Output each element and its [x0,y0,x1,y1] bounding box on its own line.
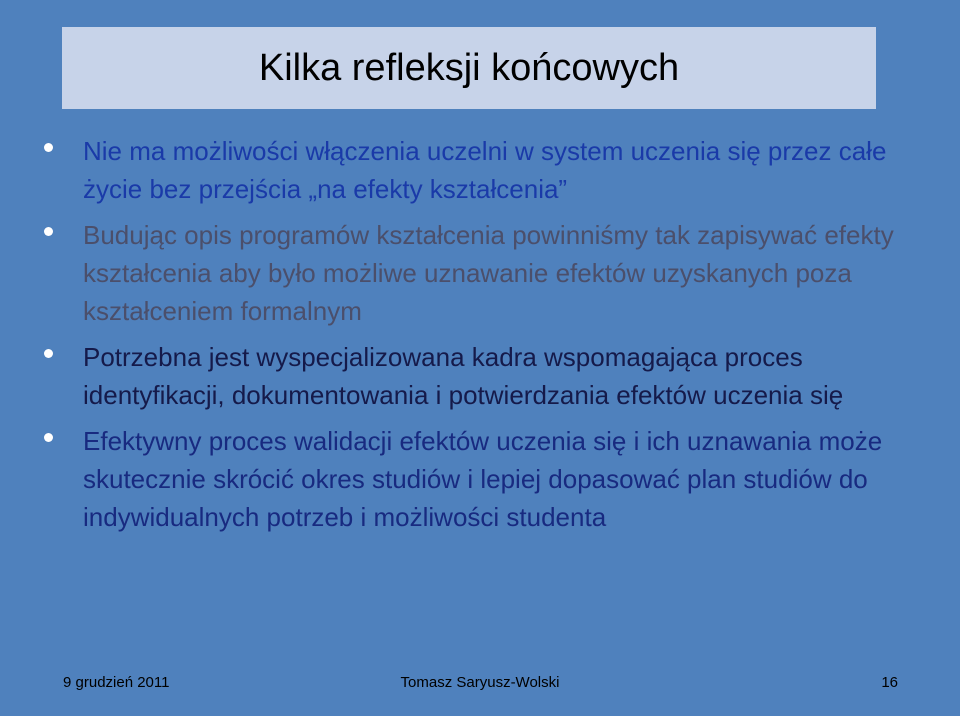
page-number: 16 [881,674,898,691]
footer-date: 9 grudzień 2011 [63,674,170,691]
bullet-item [40,338,920,414]
bullet-dot-icon [44,227,53,236]
bullet-dot-icon [44,349,53,358]
bullet-text: Nie ma możliwości włączenia uczelni w system uczenia się przez całe życie bez przejścia „na efekty kształcenia” [83,136,887,204]
bullet-text: Efektywny proces walidacji efektów uczenia się i ich uznawania może skutecznie skrócić okres studiów i lepiej dopasować plan studiów do indywidualnych potrzeb i możliwości studenta [83,426,883,532]
title-box [62,27,876,109]
bullet-text: Potrzebna jest wyspecjalizowana kadra wspomagająca proces identyfikacji, dokumentowania i potwierdzania efektów uczenia się [83,342,844,410]
slide-title: Kilka refleksji końcowych [258,46,680,89]
footer [0,670,960,696]
bullet-item [40,132,920,208]
bullet-list [40,132,920,544]
bullet-item [40,422,920,536]
bullet-dot-icon [44,143,53,152]
bullet-dot-icon [44,433,53,442]
bullet-text: Budując opis programów kształcenia powinniśmy tak zapisywać efekty kształcenia aby było możliwe uznawanie efektów uzyskanych poza kształceniem formalnym [83,220,894,326]
bullet-item [40,216,920,330]
footer-author: Tomasz Saryusz-Wolski [400,674,560,691]
